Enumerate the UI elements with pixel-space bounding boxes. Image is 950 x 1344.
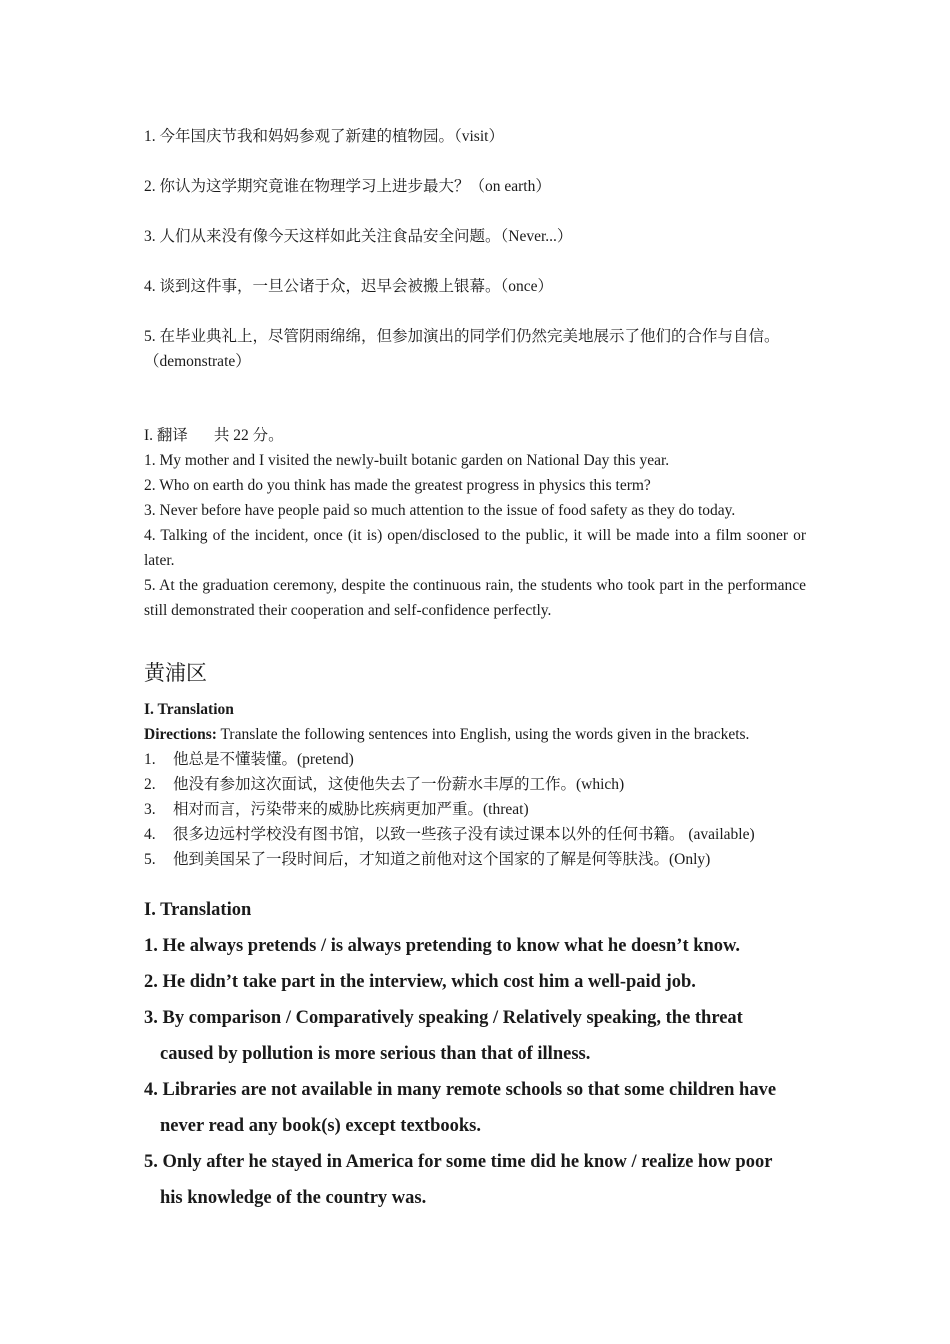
item-number: 3. <box>144 801 156 818</box>
district-title: 黄浦区 <box>144 661 207 685</box>
item-number: 4. <box>144 826 156 843</box>
district-answer-1: 1. He always pretends / is always pretending to know what he doesn’t know. <box>144 936 741 956</box>
list-item <box>144 822 806 847</box>
list-item <box>144 847 806 872</box>
directions-label: Directions: <box>144 726 217 743</box>
answer-4: 4. Talking of the incident, once (it is) open/disclosed to the public, it will be made into a film sooner or later. <box>144 527 806 569</box>
directions <box>144 722 806 747</box>
item-number: 1. <box>144 751 156 768</box>
item-text: 相对而言，污染带来的威胁比疾病更加严重。(threat) <box>173 801 529 818</box>
district-answer-3-cont: caused by pollution is more serious than that of illness. <box>160 1044 591 1064</box>
item-text: 他没有参加这次面试，这使他失去了一份薪水丰厚的工作。(which) <box>173 776 625 793</box>
answer-1: 1. My mother and I visited the newly-built botanic garden on National Day this year. <box>144 452 670 469</box>
item-number: 5. <box>144 851 156 868</box>
list-item <box>144 772 806 797</box>
district-answer-title: I. Translation <box>144 900 252 920</box>
district-answer-5-cont: his knowledge of the country was. <box>160 1188 427 1208</box>
answer-key <box>144 423 806 623</box>
answer-heading-score: 共 22 分。 <box>213 427 284 444</box>
item-text: 他到美国呆了一段时间后，才知道之前他对这个国家的了解是何等肤浅。(Only) <box>173 851 711 868</box>
section-title: I. Translation <box>144 701 234 718</box>
question-1: 1. 今年国庆节我和妈妈参观了新建的植物园。（visit） <box>144 128 504 145</box>
answer-heading <box>144 423 806 448</box>
answer-heading-label: I. 翻译 <box>144 427 188 444</box>
district-answer-2: 2. He didn’t take part in the interview, which cost him a well-paid job. <box>144 972 696 992</box>
answer-5: 5. At the graduation ceremony, despite the continuous rain, the students who took part in the performance still demonstrated their cooperation and self-confidence perfectly. <box>144 577 806 619</box>
answer-3: 3. Never before have people paid so much attention to the issue of food safety as they do today. <box>144 502 736 519</box>
list-item <box>144 747 806 772</box>
district-answer-3: 3. By comparison / Comparatively speaking / Relatively speaking, the threat <box>144 1008 743 1028</box>
district-answer-4-cont: never read any book(s) except textbooks. <box>160 1116 481 1136</box>
directions-text: Translate the following sentences into English, using the words given in the brackets. <box>216 726 750 743</box>
district-answer-key <box>144 892 806 1216</box>
question-2: 2. 你认为这学期究竟谁在物理学习上进步最大？（on earth） <box>144 178 551 195</box>
district-answer-4: 4. Libraries are not available in many remote schools so that some children have <box>144 1080 777 1100</box>
question-5: 5. 在毕业典礼上，尽管阴雨绵绵，但参加演出的同学们仍然完美地展示了他们的合作与自信。（demonstrate） <box>144 328 780 370</box>
answer-2: 2. Who on earth do you think has made the greatest progress in physics this term? <box>144 477 651 494</box>
question-3: 3. 人们从来没有像今天这样如此关注食品安全问题。（Never...） <box>144 228 573 245</box>
item-text: 他总是不懂装懂。(pretend) <box>173 751 354 768</box>
item-text: 很多边远村学校没有图书馆，以致一些孩子没有读过课本以外的任何书籍。 (available) <box>173 826 755 843</box>
district-answer-5: 5. Only after he stayed in America for some time did he know / realize how poor <box>144 1152 773 1172</box>
district-exercise <box>144 697 806 872</box>
list-item <box>144 797 806 822</box>
question-4: 4. 谈到这件事，一旦公诸于众，迟早会被搬上银幕。（once） <box>144 278 554 295</box>
item-number: 2. <box>144 776 156 793</box>
